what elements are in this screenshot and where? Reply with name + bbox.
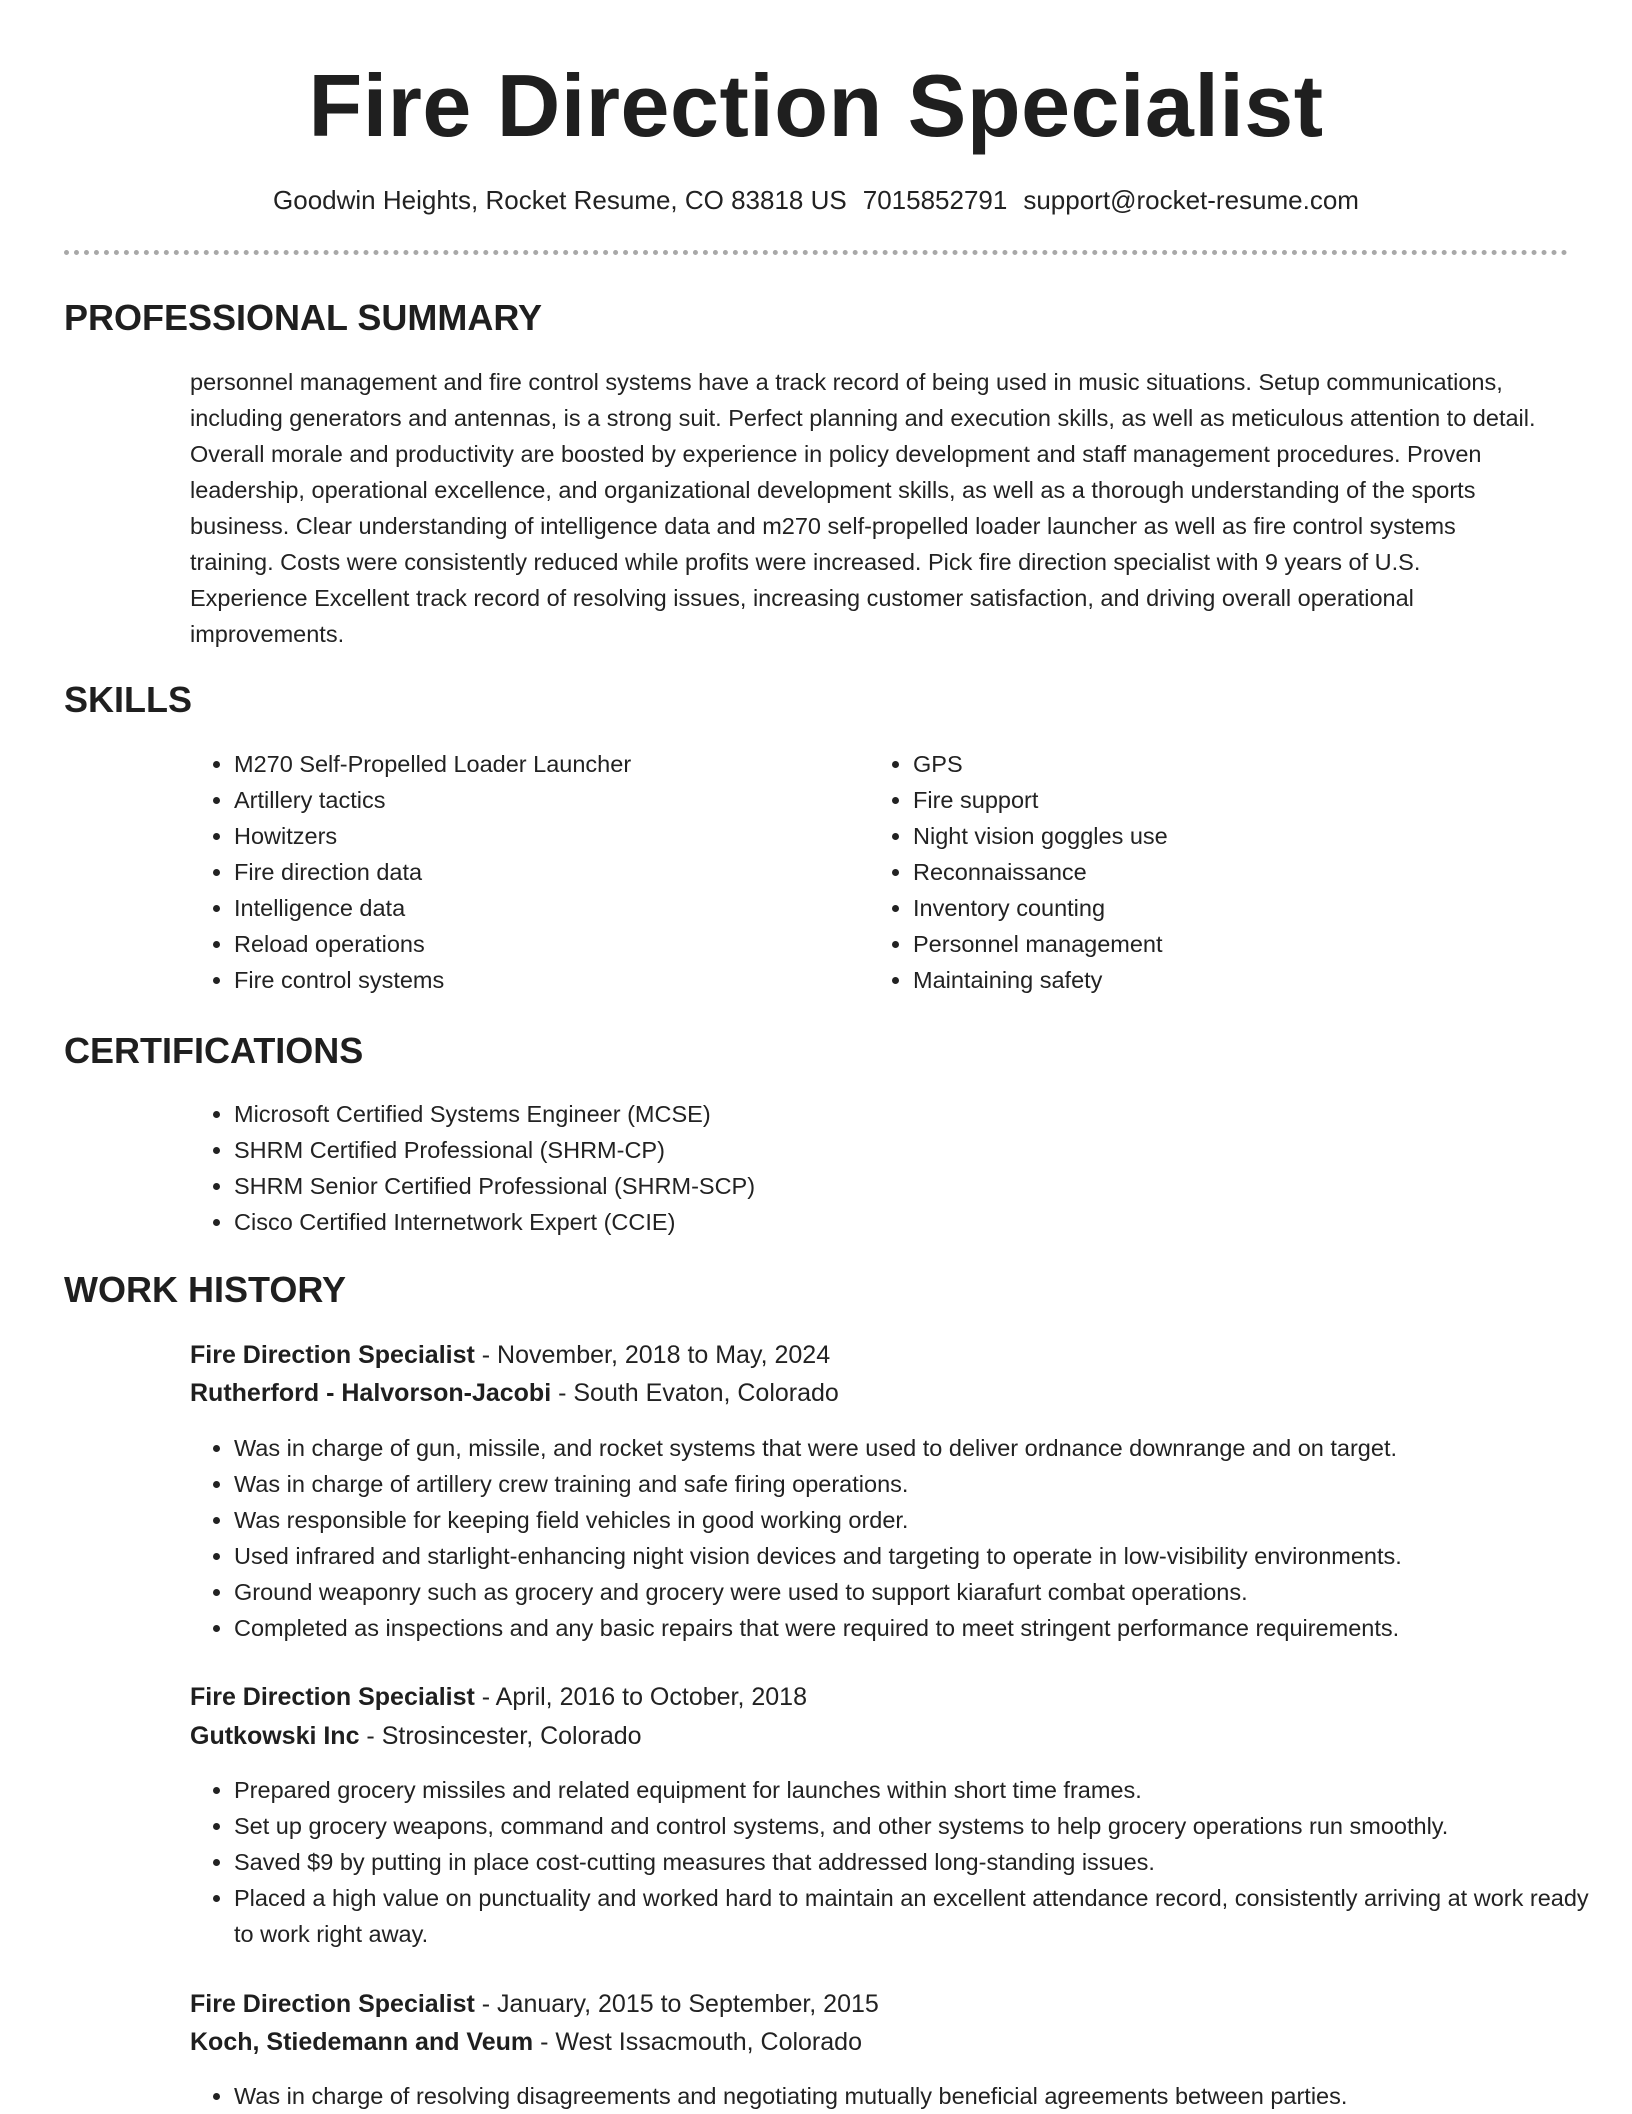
- list-item: • Saved $9 by putting in place cost-cutting measures that addressed long-standing issues.: [234, 1844, 1594, 1880]
- contact-line: [0, 183, 1632, 217]
- list-item: • Artillery tactics: [234, 782, 854, 818]
- list-item: • Howitzers: [234, 818, 854, 854]
- list-item: • Night vision goggles use: [913, 818, 1553, 854]
- skills-list-right: [869, 746, 1553, 998]
- job-1-company: Rutherford - Halvorson-Jacobi: [190, 1379, 552, 1407]
- job-1-dates: - November, 2018 to May, 2024: [474, 1341, 831, 1369]
- list-item: • Personnel management: [913, 926, 1553, 962]
- list-item: • Placed a high value on punctuality and worked hard to maintain an excellent attendance record, consistently arriving at work ready to work right away.: [234, 1880, 1594, 1952]
- section-title-skills: SKILLS: [64, 679, 193, 720]
- job-1-company-line: [190, 1375, 839, 1411]
- list-item: • SHRM Certified Professional (SHRM-CP): [234, 1132, 1534, 1168]
- list-item: • Ground weaponry such as grocery and grocery were used to support kiarafurt combat operations.: [234, 1574, 1594, 1610]
- contact-email[interactable]: support@rocket-resume.com: [1023, 185, 1359, 215]
- job-2-title-line: [190, 1679, 807, 1715]
- list-item: • SHRM Senior Certified Professional (SHRM-SCP): [234, 1168, 1534, 1204]
- section-title-summary: PROFESSIONAL SUMMARY: [64, 297, 543, 338]
- job-2-dates: - April, 2016 to October, 2018: [474, 1683, 807, 1711]
- list-item: • Was in charge of resolving disagreements and negotiating mutually beneficial agreements between parties.: [234, 2078, 1594, 2114]
- section-title-work-history: WORK HISTORY: [64, 1269, 347, 1310]
- list-item: • Set up grocery weapons, command and control systems, and other systems to help grocery operations run smoothly.: [234, 1808, 1594, 1844]
- list-item: • Inventory counting: [913, 890, 1553, 926]
- summary-paragraph: personnel management and fire control systems have a track record of being used in music situations. Setup communications, including generators and antennas, is a strong suit. Perfect planning and execution skills, as well as meticulous attention to detail. Overall morale and productivity are boosted by experience in policy development and staff management procedures. Proven leadership, operational excellence, and organizational development skills, as well as a thorough understanding of the sports business. Clear understanding of intelligence data and m270 self-propelled loader launcher as well as fire control systems training. Costs were consistently reduced while profits were increased. Pick fire direction specialist with 9 years of U.S. Experience Excellent track record of resolving issues, increasing customer satisfaction, and driving overall operational improvements.: [190, 369, 1536, 647]
- list-item: • Was in charge of gun, missile, and rocket systems that were used to deliver ordnance downrange and on target.: [234, 1430, 1594, 1466]
- job-1-location: - South Evaton, Colorado: [551, 1379, 839, 1407]
- job-1-title-line: [190, 1337, 830, 1373]
- list-item: • Fire support: [913, 782, 1553, 818]
- contact-phone[interactable]: 7015852791: [862, 185, 1008, 215]
- list-item: • Microsoft Certified Systems Engineer (MCSE): [234, 1096, 1534, 1132]
- list-item: • Prepared grocery missiles and related equipment for launches within short time frames.: [234, 1772, 1594, 1808]
- skills-list-left: [190, 746, 854, 998]
- header-divider: [64, 250, 1568, 255]
- list-item: • GPS: [913, 746, 1553, 782]
- job-1-role: Fire Direction Specialist: [190, 1341, 475, 1369]
- job-3-location: - West Issacmouth, Colorado: [533, 2028, 862, 2056]
- list-item: • Reconnaissance: [913, 854, 1553, 890]
- job-3-role: Fire Direction Specialist: [190, 1990, 475, 2018]
- list-item: • Fire control systems: [234, 962, 854, 998]
- job-1-bullets: [190, 1430, 1594, 1646]
- job-2-company: Gutkowski Inc: [190, 1722, 360, 1750]
- list-item: • Was in charge of artillery crew training and safe firing operations.: [234, 1466, 1594, 1502]
- certifications-list: [190, 1096, 1534, 1240]
- list-item: • Cisco Certified Internetwork Expert (CCIE): [234, 1204, 1534, 1240]
- list-item: • M270 Self-Propelled Loader Launcher: [234, 746, 854, 782]
- contact-address: Goodwin Heights, Rocket Resume, CO 83818 US: [273, 185, 847, 215]
- job-2-bullets: [190, 1772, 1594, 1952]
- job-2-role: Fire Direction Specialist: [190, 1683, 475, 1711]
- resume-name-title: Fire Direction Specialist: [308, 56, 1324, 155]
- list-item: • Intelligence data: [234, 890, 854, 926]
- list-item: • Maintaining safety: [913, 962, 1553, 998]
- job-3-bullets: [190, 2078, 1594, 2114]
- list-item: • Reload operations: [234, 926, 854, 962]
- section-title-certifications: CERTIFICATIONS: [64, 1030, 364, 1071]
- job-3-title-line: [190, 1986, 879, 2022]
- list-item: • Completed as inspections and any basic repairs that were required to meet stringent performance requirements.: [234, 1610, 1594, 1646]
- job-2-company-line: [190, 1718, 642, 1754]
- job-2-location: - Strosincester, Colorado: [359, 1722, 642, 1750]
- job-3-dates: - January, 2015 to September, 2015: [474, 1990, 879, 2018]
- list-item: • Used infrared and starlight-enhancing night vision devices and targeting to operate in low-visibility environments.: [234, 1538, 1594, 1574]
- job-3-company-line: [190, 2024, 862, 2060]
- list-item: • Was responsible for keeping field vehicles in good working order.: [234, 1502, 1594, 1538]
- job-3-company: Koch, Stiedemann and Veum: [190, 2028, 534, 2056]
- list-item: • Fire direction data: [234, 854, 854, 890]
